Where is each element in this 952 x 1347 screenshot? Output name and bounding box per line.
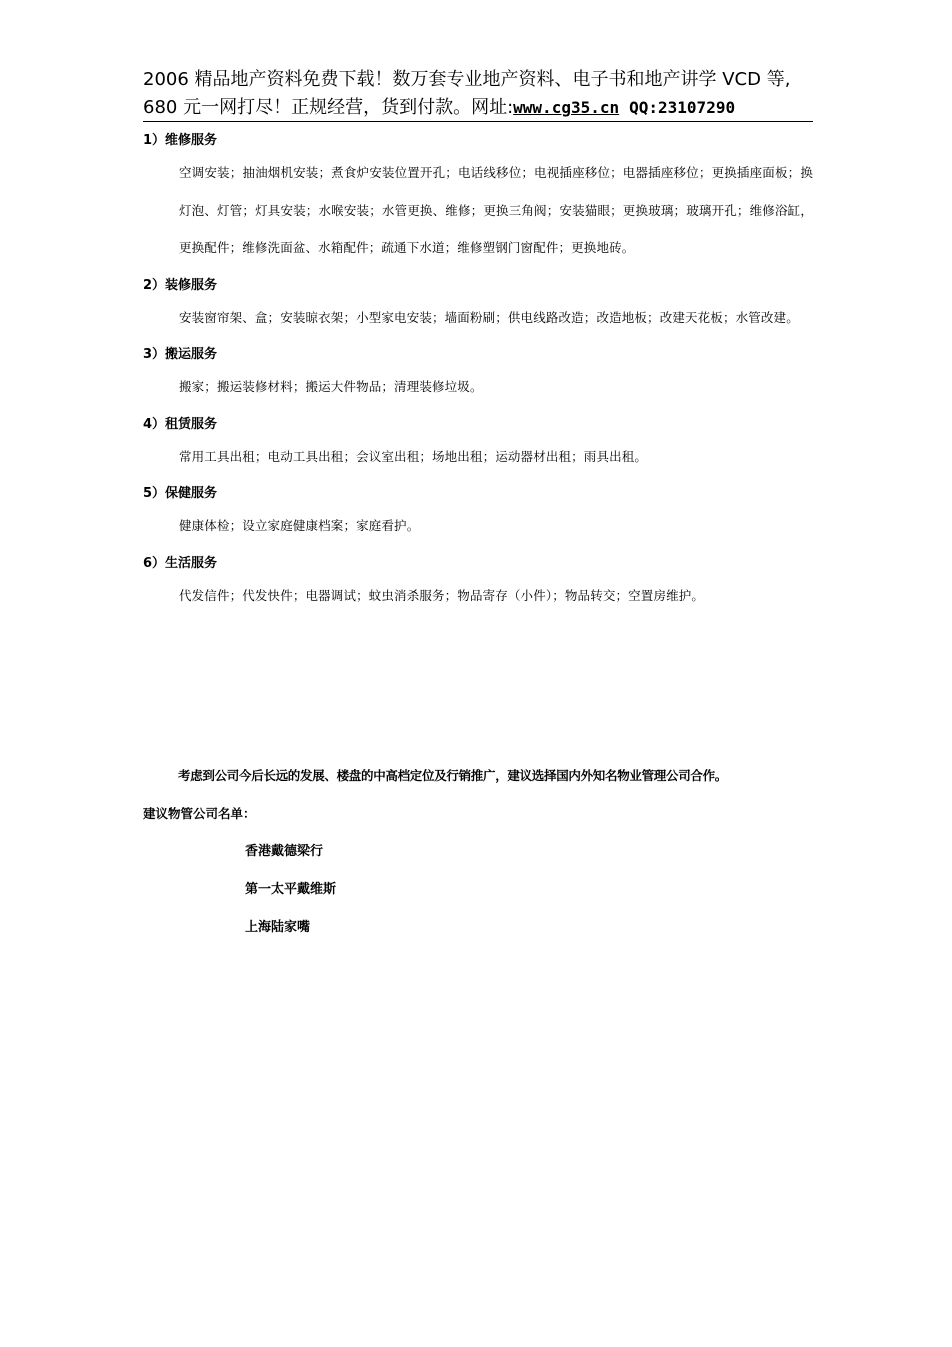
- section-body: 空调安装；抽油烟机安装；煮食炉安装位置开孔；电话线移位；电视插座移位；电器插座移位；更换插座面板；换灯泡、灯管；灯具安装；水喉安装；水管更换、维修；更换三角阀；安装猫眼；更换玻璃；玻璃开孔；维修浴缸，更换配件；维修洗面盆、水箱配件；疏通下水道；维修塑钢门窗配件；更换地砖。: [179, 165, 813, 255]
- section-body: 代发信件；代发快件；电器调试；蚊虫消杀服务；物品寄存（小件）；物品转交；空置房维护。: [179, 587, 705, 603]
- recommendation-block: [143, 763, 813, 953]
- section-title: 3）搬运服务: [143, 347, 218, 362]
- section-body: 健康体检；设立家庭健康档案；家庭看护。: [179, 518, 420, 533]
- section-health: [143, 481, 813, 545]
- header-line-2-text: 680 元一网打尽！正规经营，货到付款。网址:: [143, 97, 514, 118]
- header-line-1: 2006 精品地产资料免费下载！数万套专业地产资料、电子书和地产讲学 VCD 等,: [143, 69, 791, 90]
- services-list: [143, 128, 813, 620]
- section-decoration: [143, 273, 813, 337]
- section-title: 5）保健服务: [143, 486, 218, 501]
- qq-number: QQ:23107290: [629, 98, 736, 117]
- section-title: 1）维修服务: [143, 133, 218, 148]
- recommendation-paragraph: 考虑到公司今后长远的发展、楼盘的中高档定位及行销推广，建议选择国内外知名物业管理公司合作。: [178, 768, 728, 783]
- company-item: 第一太平戴维斯: [245, 882, 337, 897]
- section-moving: [143, 342, 813, 406]
- header-divider: [143, 121, 813, 122]
- page-header: [143, 66, 813, 122]
- company-list-heading: 建议物管公司名单：: [143, 806, 256, 821]
- section-body: 安装窗帘架、盒；安装晾衣架；小型家电安装；墙面粉刷；供电线路改造；改造地板；改建天花板；水管改建。: [179, 309, 799, 325]
- header-line-2: [143, 94, 813, 122]
- website-link[interactable]: www.cg35.cn: [513, 98, 620, 117]
- section-title: 4）租赁服务: [143, 416, 218, 432]
- section-repair: [143, 128, 813, 267]
- section-living: [143, 551, 813, 615]
- section-rental: [143, 412, 813, 476]
- company-item: 上海陆家嘴: [245, 920, 311, 935]
- section-body: 搬家；搬运装修材料；搬运大件物品；清理装修垃圾。: [179, 379, 483, 394]
- company-list: [245, 839, 813, 953]
- section-body: 常用工具出租；电动工具出租；会议室出租；场地出租；运动器材出租；雨具出租。: [179, 448, 648, 464]
- company-item: 香港戴德梁行: [245, 844, 324, 859]
- section-title: 2）装修服务: [143, 277, 218, 293]
- section-title: 6）生活服务: [143, 555, 218, 571]
